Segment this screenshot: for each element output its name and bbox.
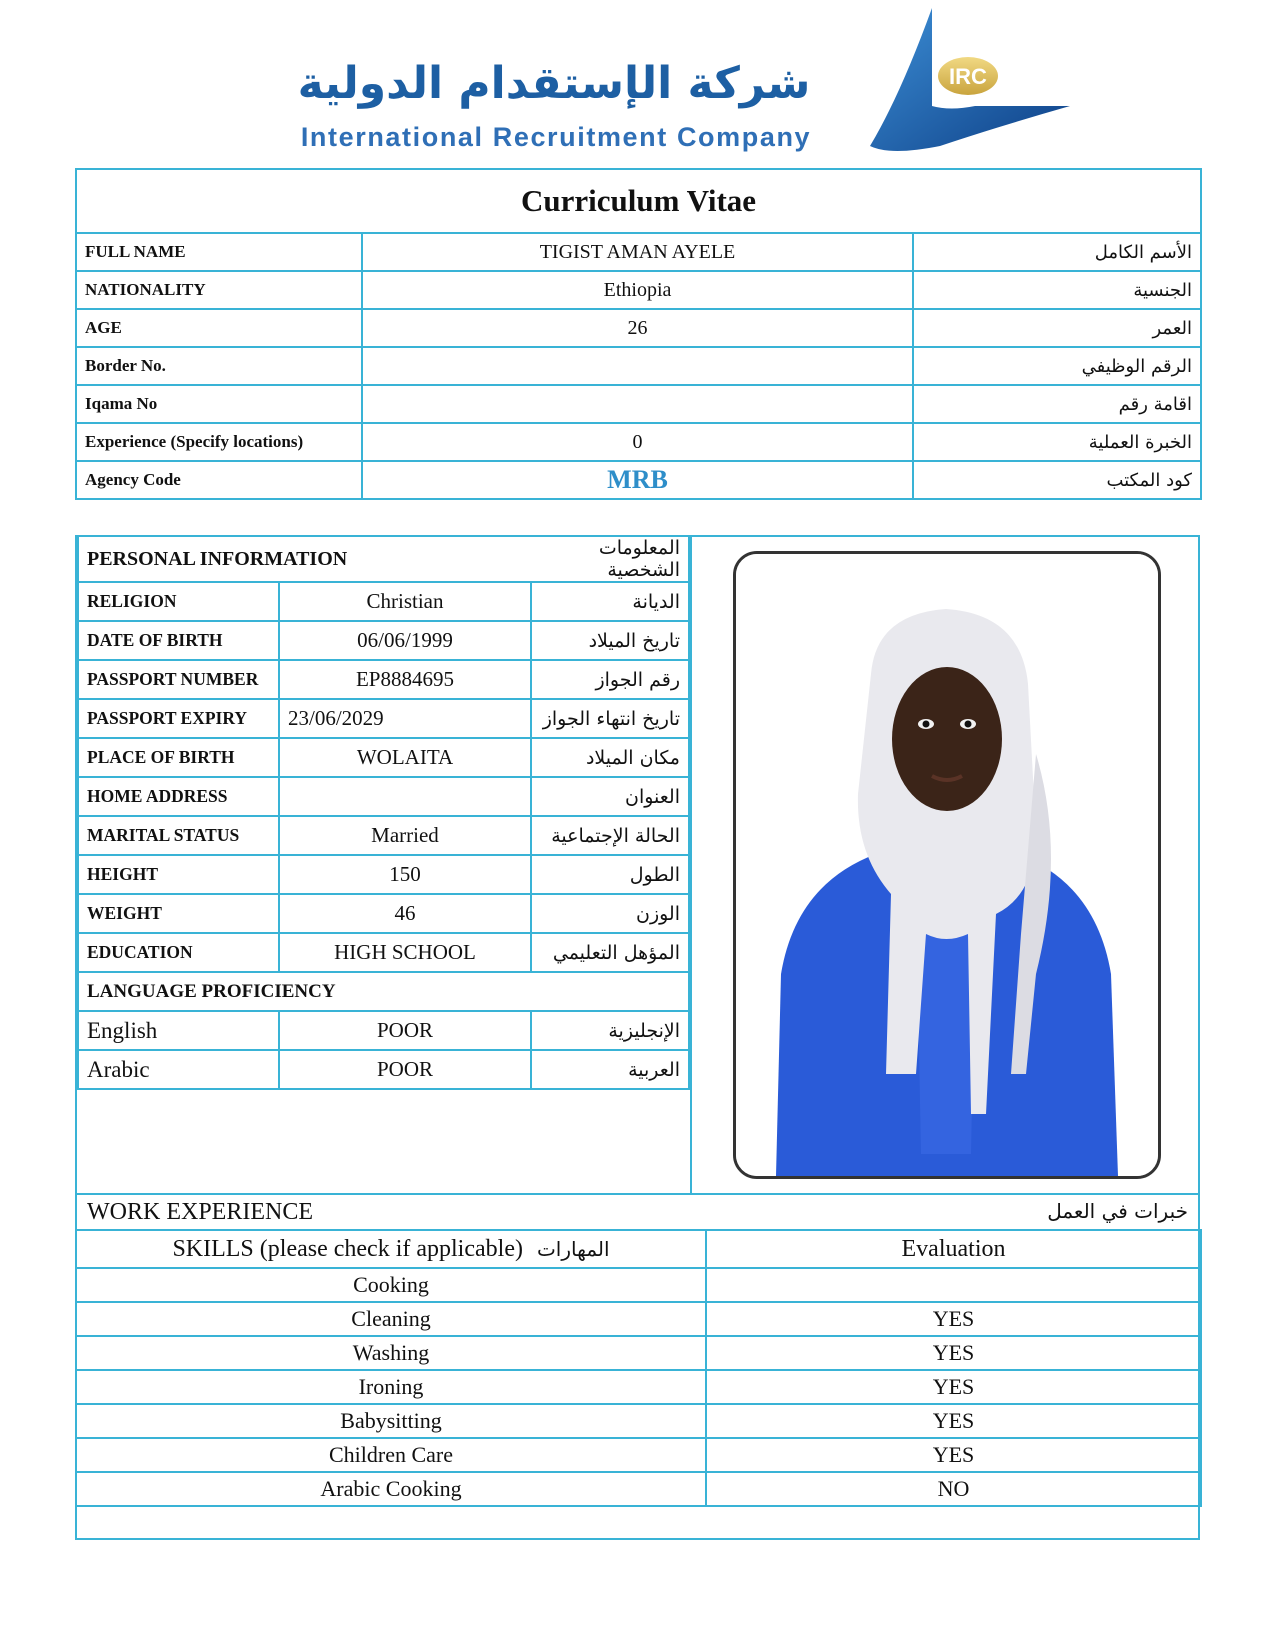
skills-header bbox=[76, 1230, 706, 1268]
marital-status-value: Married bbox=[279, 816, 531, 855]
cv-title: Curriculum Vitae bbox=[76, 169, 1201, 233]
skills-header-row bbox=[76, 1230, 1201, 1268]
marital-status-label-arabic: الحالة الإجتماعية bbox=[531, 816, 689, 855]
full-name-value: TIGIST AMAN AYELE bbox=[362, 233, 913, 271]
passport-number-label: PASSPORT NUMBER bbox=[78, 660, 279, 699]
weight-label-arabic: الوزن bbox=[531, 894, 689, 933]
place-of-birth-label-arabic: مكان الميلاد bbox=[531, 738, 689, 777]
skills-header-label: SKILLS (please check if applicable) bbox=[172, 1235, 523, 1262]
table-row bbox=[78, 816, 689, 855]
experience-label: Experience (Specify locations) bbox=[76, 423, 362, 461]
experience-label-arabic: الخبرة العملية bbox=[913, 423, 1201, 461]
skill-cleaning-eval: YES bbox=[706, 1302, 1201, 1336]
irc-logo-mark-icon bbox=[870, 6, 1090, 156]
border-no-label: Border No. bbox=[76, 347, 362, 385]
passport-expiry-label-arabic: تاريخ انتهاء الجواز bbox=[531, 699, 689, 738]
table-row bbox=[76, 1472, 1201, 1506]
table-row bbox=[76, 1336, 1201, 1370]
agency-code-label-arabic: كود المكتب bbox=[913, 461, 1201, 499]
table-row bbox=[76, 1370, 1201, 1404]
skill-children-care-eval: YES bbox=[706, 1438, 1201, 1472]
evaluation-header: Evaluation bbox=[706, 1230, 1201, 1268]
home-address-value bbox=[279, 777, 531, 816]
table-row bbox=[78, 621, 689, 660]
religion-value: Christian bbox=[279, 582, 531, 621]
table-row bbox=[78, 1011, 689, 1050]
place-of-birth-label: PLACE OF BIRTH bbox=[78, 738, 279, 777]
section-header-row bbox=[78, 536, 689, 582]
passport-expiry-value: 23/06/2029 bbox=[279, 699, 531, 738]
table-row bbox=[78, 894, 689, 933]
candidate-photo bbox=[733, 551, 1161, 1179]
section-header-row bbox=[78, 972, 689, 1011]
iqama-no-value bbox=[362, 385, 913, 423]
candidate-portrait-icon bbox=[736, 554, 1158, 1176]
skill-arabic-cooking: Arabic Cooking bbox=[76, 1472, 706, 1506]
table-row bbox=[76, 461, 1201, 499]
cv-summary-table bbox=[75, 168, 1202, 500]
place-of-birth-value: WOLAITA bbox=[279, 738, 531, 777]
education-value: HIGH SCHOOL bbox=[279, 933, 531, 972]
agency-code-value: MRB bbox=[362, 461, 913, 499]
column-divider bbox=[690, 535, 692, 1193]
table-row bbox=[78, 582, 689, 621]
language-arabic-label: Arabic bbox=[78, 1050, 279, 1089]
date-of-birth-label: DATE OF BIRTH bbox=[78, 621, 279, 660]
table-row bbox=[76, 233, 1201, 271]
passport-number-label-arabic: رقم الجواز bbox=[531, 660, 689, 699]
skill-arabic-cooking-eval: NO bbox=[706, 1472, 1201, 1506]
full-name-label: FULL NAME bbox=[76, 233, 362, 271]
table-row bbox=[78, 738, 689, 777]
table-row bbox=[76, 1438, 1201, 1472]
marital-status-label: MARITAL STATUS bbox=[78, 816, 279, 855]
education-label-arabic: المؤهل التعليمي bbox=[531, 933, 689, 972]
iqama-no-label-arabic: اقامة رقم bbox=[913, 385, 1201, 423]
home-address-label-arabic: العنوان bbox=[531, 777, 689, 816]
table-row bbox=[78, 855, 689, 894]
iqama-no-label: Iqama No bbox=[76, 385, 362, 423]
work-experience-title-arabic: خبرات في العمل bbox=[1047, 1199, 1188, 1223]
experience-value: 0 bbox=[362, 423, 913, 461]
table-row bbox=[78, 699, 689, 738]
agency-code-label: Agency Code bbox=[76, 461, 362, 499]
age-value: 26 bbox=[362, 309, 913, 347]
nationality-label: NATIONALITY bbox=[76, 271, 362, 309]
language-arabic-value: POOR bbox=[279, 1050, 531, 1089]
skill-cooking: Cooking bbox=[76, 1268, 706, 1302]
age-label-arabic: العمر bbox=[913, 309, 1201, 347]
skill-cooking-eval bbox=[706, 1268, 1201, 1302]
table-row bbox=[76, 309, 1201, 347]
height-label: HEIGHT bbox=[78, 855, 279, 894]
skill-children-care: Children Care bbox=[76, 1438, 706, 1472]
table-row bbox=[78, 1050, 689, 1089]
language-english-value: POOR bbox=[279, 1011, 531, 1050]
company-name-arabic: شركة الإستقدام الدولية bbox=[297, 58, 811, 109]
work-experience-header bbox=[77, 1193, 1198, 1231]
border-no-value bbox=[362, 347, 913, 385]
date-of-birth-label-arabic: تاريخ الميلاد bbox=[531, 621, 689, 660]
skill-babysitting-eval: YES bbox=[706, 1404, 1201, 1438]
passport-number-value: EP8884695 bbox=[279, 660, 531, 699]
table-row bbox=[78, 777, 689, 816]
border-no-label-arabic: الرقم الوظيفي bbox=[913, 347, 1201, 385]
nationality-value: Ethiopia bbox=[362, 271, 913, 309]
passport-expiry-label: PASSPORT EXPIRY bbox=[78, 699, 279, 738]
age-label: AGE bbox=[76, 309, 362, 347]
table-row bbox=[76, 271, 1201, 309]
skill-ironing: Ironing bbox=[76, 1370, 706, 1404]
skill-babysitting: Babysitting bbox=[76, 1404, 706, 1438]
language-english-label: English bbox=[78, 1011, 279, 1050]
table-row bbox=[76, 1268, 1201, 1302]
religion-label-arabic: الديانة bbox=[531, 582, 689, 621]
personal-info-title-arabic: المعلومات الشخصية bbox=[531, 536, 689, 582]
height-value: 150 bbox=[279, 855, 531, 894]
weight-value: 46 bbox=[279, 894, 531, 933]
table-row bbox=[78, 933, 689, 972]
table-row bbox=[76, 423, 1201, 461]
language-arabic-label-arabic: العربية bbox=[531, 1050, 689, 1089]
table-row bbox=[76, 1302, 1201, 1336]
religion-label: RELIGION bbox=[78, 582, 279, 621]
full-name-label-arabic: الأسم الكامل bbox=[913, 233, 1201, 271]
skill-washing: Washing bbox=[76, 1336, 706, 1370]
personal-information-table bbox=[77, 535, 690, 1090]
weight-label: WEIGHT bbox=[78, 894, 279, 933]
logo-badge-text: IRC bbox=[949, 64, 987, 89]
education-label: EDUCATION bbox=[78, 933, 279, 972]
skill-cleaning: Cleaning bbox=[76, 1302, 706, 1336]
table-row bbox=[78, 660, 689, 699]
skills-table bbox=[75, 1229, 1202, 1507]
home-address-label: HOME ADDRESS bbox=[78, 777, 279, 816]
skills-header-label-arabic: المهارات bbox=[536, 1236, 610, 1261]
table-row bbox=[76, 385, 1201, 423]
date-of-birth-value: 06/06/1999 bbox=[279, 621, 531, 660]
nationality-label-arabic: الجنسية bbox=[913, 271, 1201, 309]
table-row bbox=[76, 1404, 1201, 1438]
skill-ironing-eval: YES bbox=[706, 1370, 1201, 1404]
personal-info-title: PERSONAL INFORMATION bbox=[78, 536, 531, 582]
company-name-english: International Recruitment Company bbox=[300, 122, 812, 152]
table-row bbox=[76, 347, 1201, 385]
height-label-arabic: الطول bbox=[531, 855, 689, 894]
language-proficiency-title: LANGUAGE PROFICIENCY bbox=[78, 972, 689, 1011]
language-english-label-arabic: الإنجليزية bbox=[531, 1011, 689, 1050]
work-experience-title: WORK EXPERIENCE bbox=[87, 1199, 313, 1225]
skill-washing-eval: YES bbox=[706, 1336, 1201, 1370]
